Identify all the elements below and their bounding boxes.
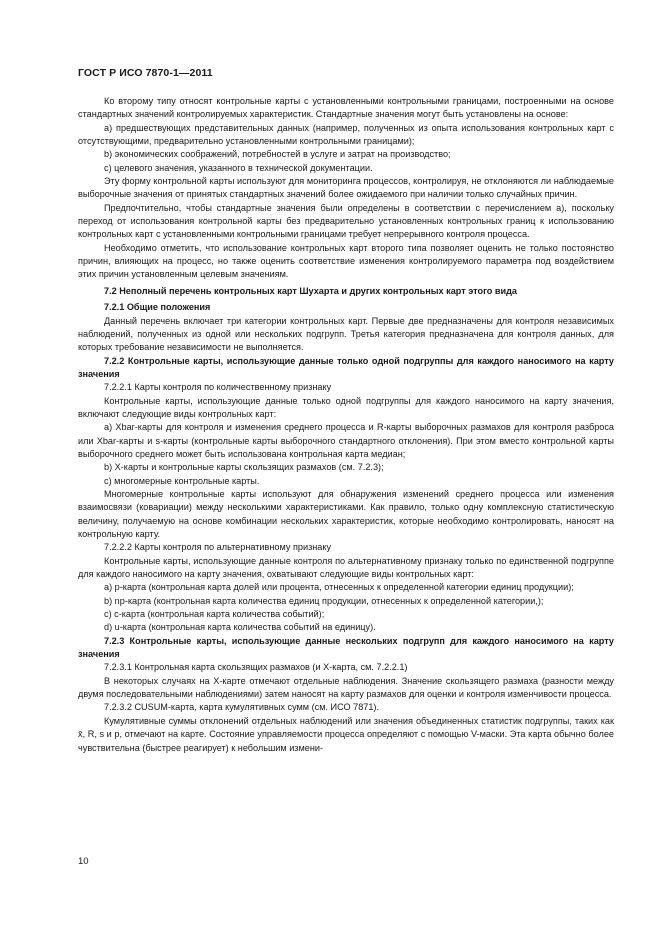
list-item: d) u-карта (контрольная карта количества событий на единицу). bbox=[104, 622, 376, 633]
subsection-heading-7-2-2-1: 7.2.2.1 Карты контроля по количественному признаку bbox=[104, 382, 332, 393]
list-item: a) Xbar-карты для контроля и изменения среднего процесса и R-карты выборочных размахов для контроля разброса или Xbar-карты и s-карты (контрольные карты выборочного стандартного отклонения). При этом вместо контрольной карты выборочного среднего может быть использована контрольная карта медиан; bbox=[78, 422, 614, 459]
list-item: c) c-карта (контрольная карта количества событий); bbox=[104, 609, 325, 620]
list-item: c) целевого значения, указанного в технической документации. bbox=[104, 162, 373, 173]
list-item: a) предшествующих представительных данных (например, полученных из опыта использования контрольных карт с отсутствующими, предварительно установленными контрольными границами); bbox=[78, 122, 614, 147]
list-item: c) многомерные контрольные карты. bbox=[104, 475, 260, 486]
document-body bbox=[78, 95, 614, 755]
paragraph: Данный перечень включает три категории контрольных карт. Первые две предназначены для контроля независимых наблюдений, полученных из одной или нескольких подгрупп. Третья категория предназначена для контроля данных, для которых требование независимости не выполняется. bbox=[78, 315, 614, 353]
list-item: a) p-карта (контрольная карта долей или процента, отнесенных к определенной категории единиц продукции); bbox=[104, 582, 574, 593]
paragraph: Кумулятивные суммы отклонений отдельных наблюдений или значения объединенных статистик подгруппы, таких как x̄, R, s и p, отмечают на карте. Состояние управляемости процесса определяют с помощью V-маски. Эта карта обычно более чувствительна (быстрее реагирует) к небольшим измени- bbox=[78, 715, 614, 753]
subsection-heading-7-2-2-2: 7.2.2.2 Карты контроля по альтернативному признаку bbox=[104, 542, 332, 553]
paragraph: Предпочтительно, чтобы стандартные значения были определены в соответствии с перечислением а), поскольку переход от использования контрольной карты без предварительно установленных контрольных границ к использованию контрольных карт с установленными контрольными границами требует непрерывного контроля процесса. bbox=[78, 202, 614, 240]
list-item: b) np-карта (контрольная карта количества единиц продукции, отнесенных к определенной категории,); bbox=[104, 595, 544, 606]
paragraph: Необходимо отметить, что использование контрольных карт второго типа позволяет оценить не только постоянство причин, влияющих на процесс, но также оценить соответствие изменения контролируемого параметра под воздействием этих причин установленным целевым значениям. bbox=[78, 242, 614, 280]
paragraph: Ко второму типу относят контрольные карты с установленными контрольными границами, построенными на основе стандартных значений контролируемых характеристик. Стандартные значения могут быть установлены на основе: bbox=[78, 96, 614, 120]
paragraph: В некоторых случаях на X-карте отмечают отдельные наблюдения. Значение скользящего размаха (разности между двумя последовательными наблюдениями) затем наносят на карту размахов для оценки и контроля изменчивости процесса. bbox=[78, 675, 614, 700]
subsection-heading-7-2-3-1: 7.2.3.1 Контрольная карта скользящих размахов (и X-карта, см. 7.2.2.1) bbox=[104, 662, 408, 673]
paragraph: Эту форму контрольной карты используют для мониторинга процессов, контролируя, не отклоняются ли наблюдаемые выборочные значения от принятых стандартных значений более ожидаемого при наличии только случайных причин. bbox=[78, 176, 614, 200]
paragraph: Контрольные карты, использующие данные контроля по альтернативному признаку только по единственной подгруппе для каждого наносимого на карту значения, охватывают следующие виды контрольных карт: bbox=[78, 555, 614, 580]
list-item: b) экономических соображений, потребностей в услуге и затрат на производство; bbox=[104, 149, 451, 160]
section-heading-7-2: 7.2 Неполный перечень контрольных карт Шухарта и других контрольных карт этого вида bbox=[104, 285, 517, 296]
document-header: ГОСТ Р ИСО 7870-1—2011 bbox=[78, 67, 213, 79]
paragraph: Многомерные контрольные карты используют для обнаружения изменений среднего процесса или изменения взаимосвязи (ковариации) между несколькими характеристиками. Как правило, только одну комплексную статистическую величину, получаемую на основе комбинации нескольких характеристик, которые необходимо контролировать, наносят на контрольную карту. bbox=[78, 488, 614, 539]
paragraph: Контрольные карты, использующие данные только одной подгруппы для каждого наносимого на карту значения, включают следующие виды контрольных карт: bbox=[78, 395, 614, 419]
subsection-heading-7-2-3-2: 7.2.3.2 CUSUM-карта, карта кумулятивных сумм (см. ИСО 7871). bbox=[104, 702, 380, 713]
section-heading-7-2-3: 7.2.3 Контрольные карты, использующие данные нескольких подгрупп для каждого наносимого на карту значения bbox=[78, 635, 614, 660]
section-heading-7-2-2: 7.2.2 Контрольные карты, использующие данные только одной подгруппы для каждого наносимого на карту значения bbox=[78, 355, 614, 379]
section-heading-7-2-1: 7.2.1 Общие положения bbox=[104, 302, 211, 313]
page-number: 10 bbox=[78, 856, 89, 867]
list-item: b) X-карты и контрольные карты скользящих размахов (см. 7.2.3); bbox=[104, 462, 384, 473]
